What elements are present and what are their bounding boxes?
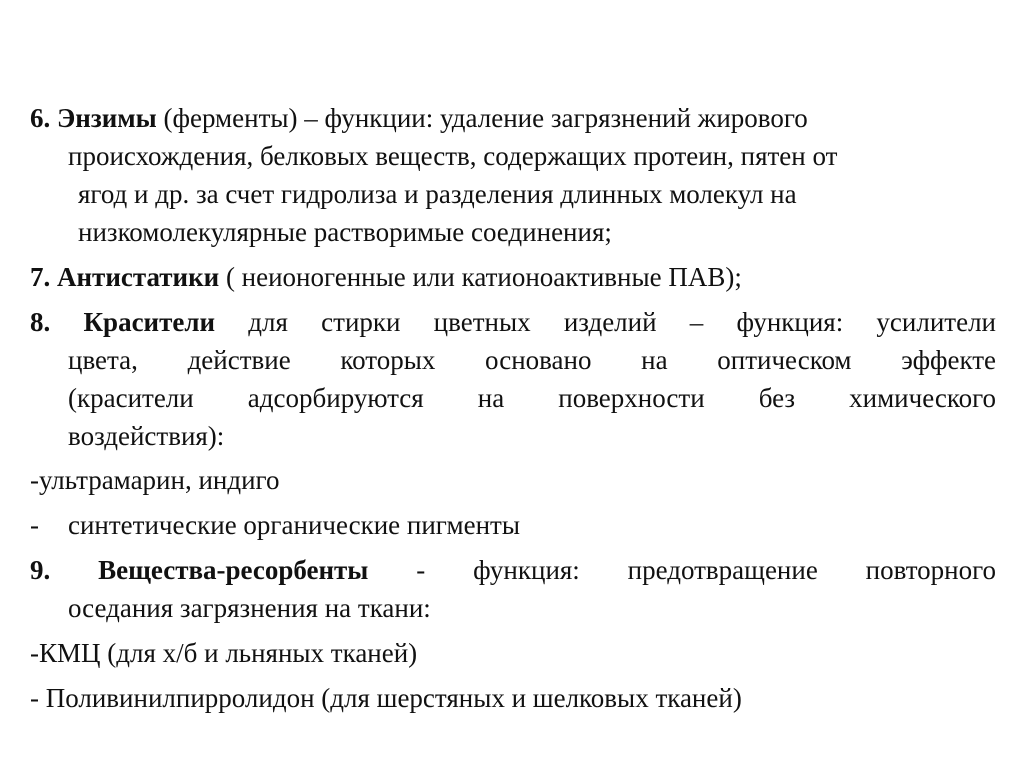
item-6-line-2: происхождения, белковых веществ, содержащих протеин, пятен от	[68, 141, 838, 171]
item-7-text: ( неионогенные или катионоактивные ПАВ);	[219, 262, 742, 292]
resorbent-item-1: -КМЦ (для х/б и льняных тканей)	[30, 638, 418, 668]
item-9-term: Вещества-ресорбенты	[98, 555, 369, 585]
item-6-number: 6.	[30, 103, 51, 133]
item-7-line	[30, 258, 742, 296]
dye-item-1: -ультрамарин, индиго	[30, 465, 280, 495]
item-6-line-3: ягод и др. за счет гидролиза и разделения длинных молекул на	[78, 179, 797, 209]
item-6-line-1	[30, 99, 808, 137]
item-8-term: Красители	[83, 307, 216, 337]
dye-item-2-dash: -	[30, 510, 39, 540]
item-8-line-4: воздействия):	[68, 421, 225, 451]
item-8-line-2: цвета, действие которых основано на оптическом эффекте	[68, 345, 996, 375]
item-7-term: Антистатики	[57, 262, 220, 292]
item-9-text: - функция: предотвращение повторного	[368, 555, 996, 585]
item-9-line-2: оседания загрязнения на ткани:	[68, 593, 431, 623]
resorbent-item-2: - Поливинилпирролидон (для шерстяных и шелковых тканей)	[30, 683, 742, 713]
item-9-line-1	[30, 551, 996, 589]
item-8-line-3: (красители адсорбируются на поверхности без химического	[68, 383, 996, 413]
item-6-line-4: низкомолекулярные растворимые соединения;	[78, 217, 612, 247]
item-8-text: для стирки цветных изделий – функция: усилители	[215, 307, 996, 337]
item-6-text: (ферменты) – функции: удаление загрязнений жирового	[156, 103, 808, 133]
item-7-number: 7.	[30, 262, 51, 292]
item-9-number: 9.	[30, 555, 51, 585]
dye-item-2: синтетические органические пигменты	[68, 510, 520, 540]
item-8-line-1	[30, 303, 996, 341]
item-8-number: 8.	[30, 307, 51, 337]
item-6-term: Энзимы	[57, 103, 157, 133]
